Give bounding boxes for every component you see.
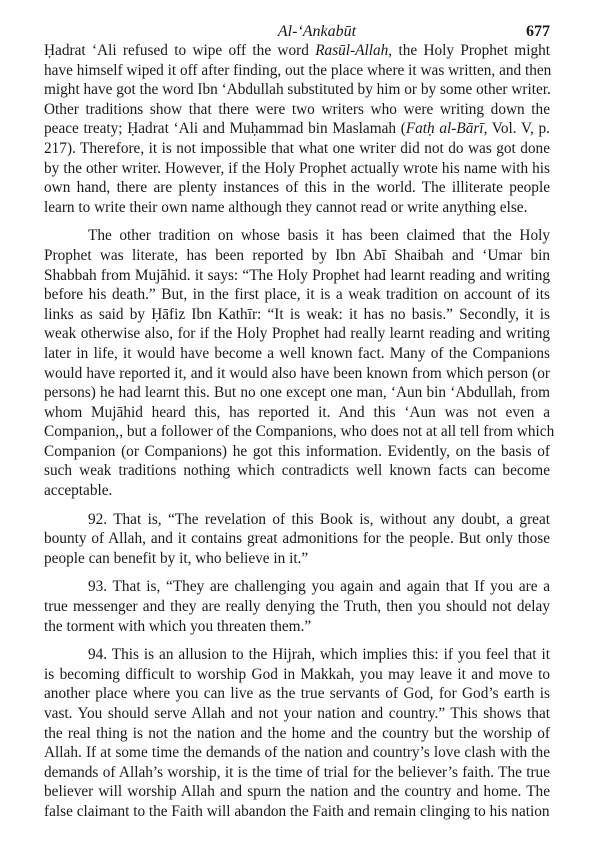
text-line: Prophet was literate, has been reported by Ibn Abī Shaibah and ‘Umar bin — [44, 246, 550, 264]
running-title: Al-‘Ankabūt — [277, 23, 357, 40]
text-line: links as said by Ḥāfiz Ibn Kathīr: “It is weak: it has no basis.” Secondly, it is — [44, 305, 550, 323]
text-line: another place where you can live as the true servants of God, for God’s earth is — [44, 685, 550, 703]
note-93 — [44, 577, 550, 636]
text-line: true messenger and they are really denying the Truth, then you should not delay — [44, 598, 550, 616]
paragraph-tradition — [44, 226, 555, 500]
text-line: learn to write their own name although they cannot read or write anything else. — [44, 198, 528, 216]
text-line: later in life, it would have become a well known fact. Many of the Companions — [44, 344, 550, 362]
text-line: Other traditions show that there were two writers who were writing down the — [44, 100, 550, 118]
text-line: would have reported it, and it would also have been known from which person (or — [44, 364, 550, 382]
note-92 — [44, 510, 550, 569]
text-line: acceptable. — [44, 482, 113, 500]
text-line: have himself wiped it off after finding, out the place where it was written, and then — [44, 61, 552, 79]
text-line: 94. This is an allusion to the Hijrah, which implies this: if you feel that it — [88, 646, 550, 664]
text-line: 217). Therefore, it is not impossible that what one writer did not do was got done — [44, 139, 550, 157]
text-line: might have got the word Ibn ‘Abdullah substituted by him or by some other writer. — [44, 81, 551, 99]
text-line: weak otherwise also, for if the Holy Prophet had really learnt reading and writing — [44, 325, 550, 343]
text-line: own hand, there are plenty instances of this in the world. The illiterate people — [44, 179, 550, 197]
text-line: before his death.” But, in the first place, it is a weak tradition on account of its — [44, 286, 550, 304]
text-line: whom Mujāhid heard this, has reported it. And this ‘Aun was not even a — [44, 403, 550, 421]
text-line: vast. You should serve Allah and not your nation and country.” This shows that — [44, 705, 550, 722]
text-line: Shabbah from Mujāhid. it says: “The Holy Prophet had learnt reading and writing — [44, 266, 550, 284]
text-line: believer will worship Allah and spurn the nation and the country and home. The — [44, 783, 550, 801]
text-line: The other tradition on whose basis it has been claimed that the Holy — [88, 227, 550, 245]
text-line: Allah. If at some time the demands of the nation and country’s love clash with the — [44, 744, 550, 762]
text-line: Companion,, but a follower of the Companions, who does not at all tell from which — [44, 423, 555, 441]
body-text — [44, 41, 555, 822]
text-line: Companion (or Companions) he got this information. Evidently, on the basis of — [44, 442, 550, 460]
text-line: demands of Allah’s worship, it is the time of trial for the believer’s faith. The true — [44, 763, 550, 781]
page-header — [44, 20, 550, 42]
text-line: the real thing is not the nation and the home and the country but the worship of — [44, 724, 550, 742]
text-line: people can benefit by it, who believe in it.” — [44, 549, 309, 567]
text-line: bounty of Allah, and it contains great admonitions for the people. But only those — [44, 530, 550, 548]
paragraph-continuation — [44, 41, 550, 217]
page-number: 677 — [526, 23, 550, 40]
note-94 — [44, 645, 550, 821]
text-line: such weak traditions nothing which contradicts well known facts can become — [44, 462, 550, 480]
text-line: Ḥadrat ‘Ali refused to wipe off the word Rasūl-Allah, the Holy Prophet might — [44, 42, 550, 59]
text-line: peace treaty; Ḥadrat ‘Ali and Muḥammad bin Maslamah (Fatḥ al-Bārī, Vol. V, p. — [44, 120, 550, 138]
text-line: persons) he had learnt this. But no one except one man, ‘Aun bin ‘Abdullah, from — [44, 384, 550, 402]
text-line: is becoming difficult to worship God in Makkah, you may leave it and move to — [44, 665, 550, 683]
text-line: the torment with which you threaten them.” — [44, 617, 312, 635]
text-line: 93. That is, “They are challenging you again and again that If you are a — [88, 578, 550, 596]
text-line: false claimant to the Faith will abandon the Faith and remain clinging to his nation — [44, 802, 550, 820]
text-line: by the other writer. However, if the Holy Prophet actually wrote his name with his — [44, 159, 550, 177]
text-line: 92. That is, “The revelation of this Book is, without any doubt, a great — [88, 510, 550, 528]
